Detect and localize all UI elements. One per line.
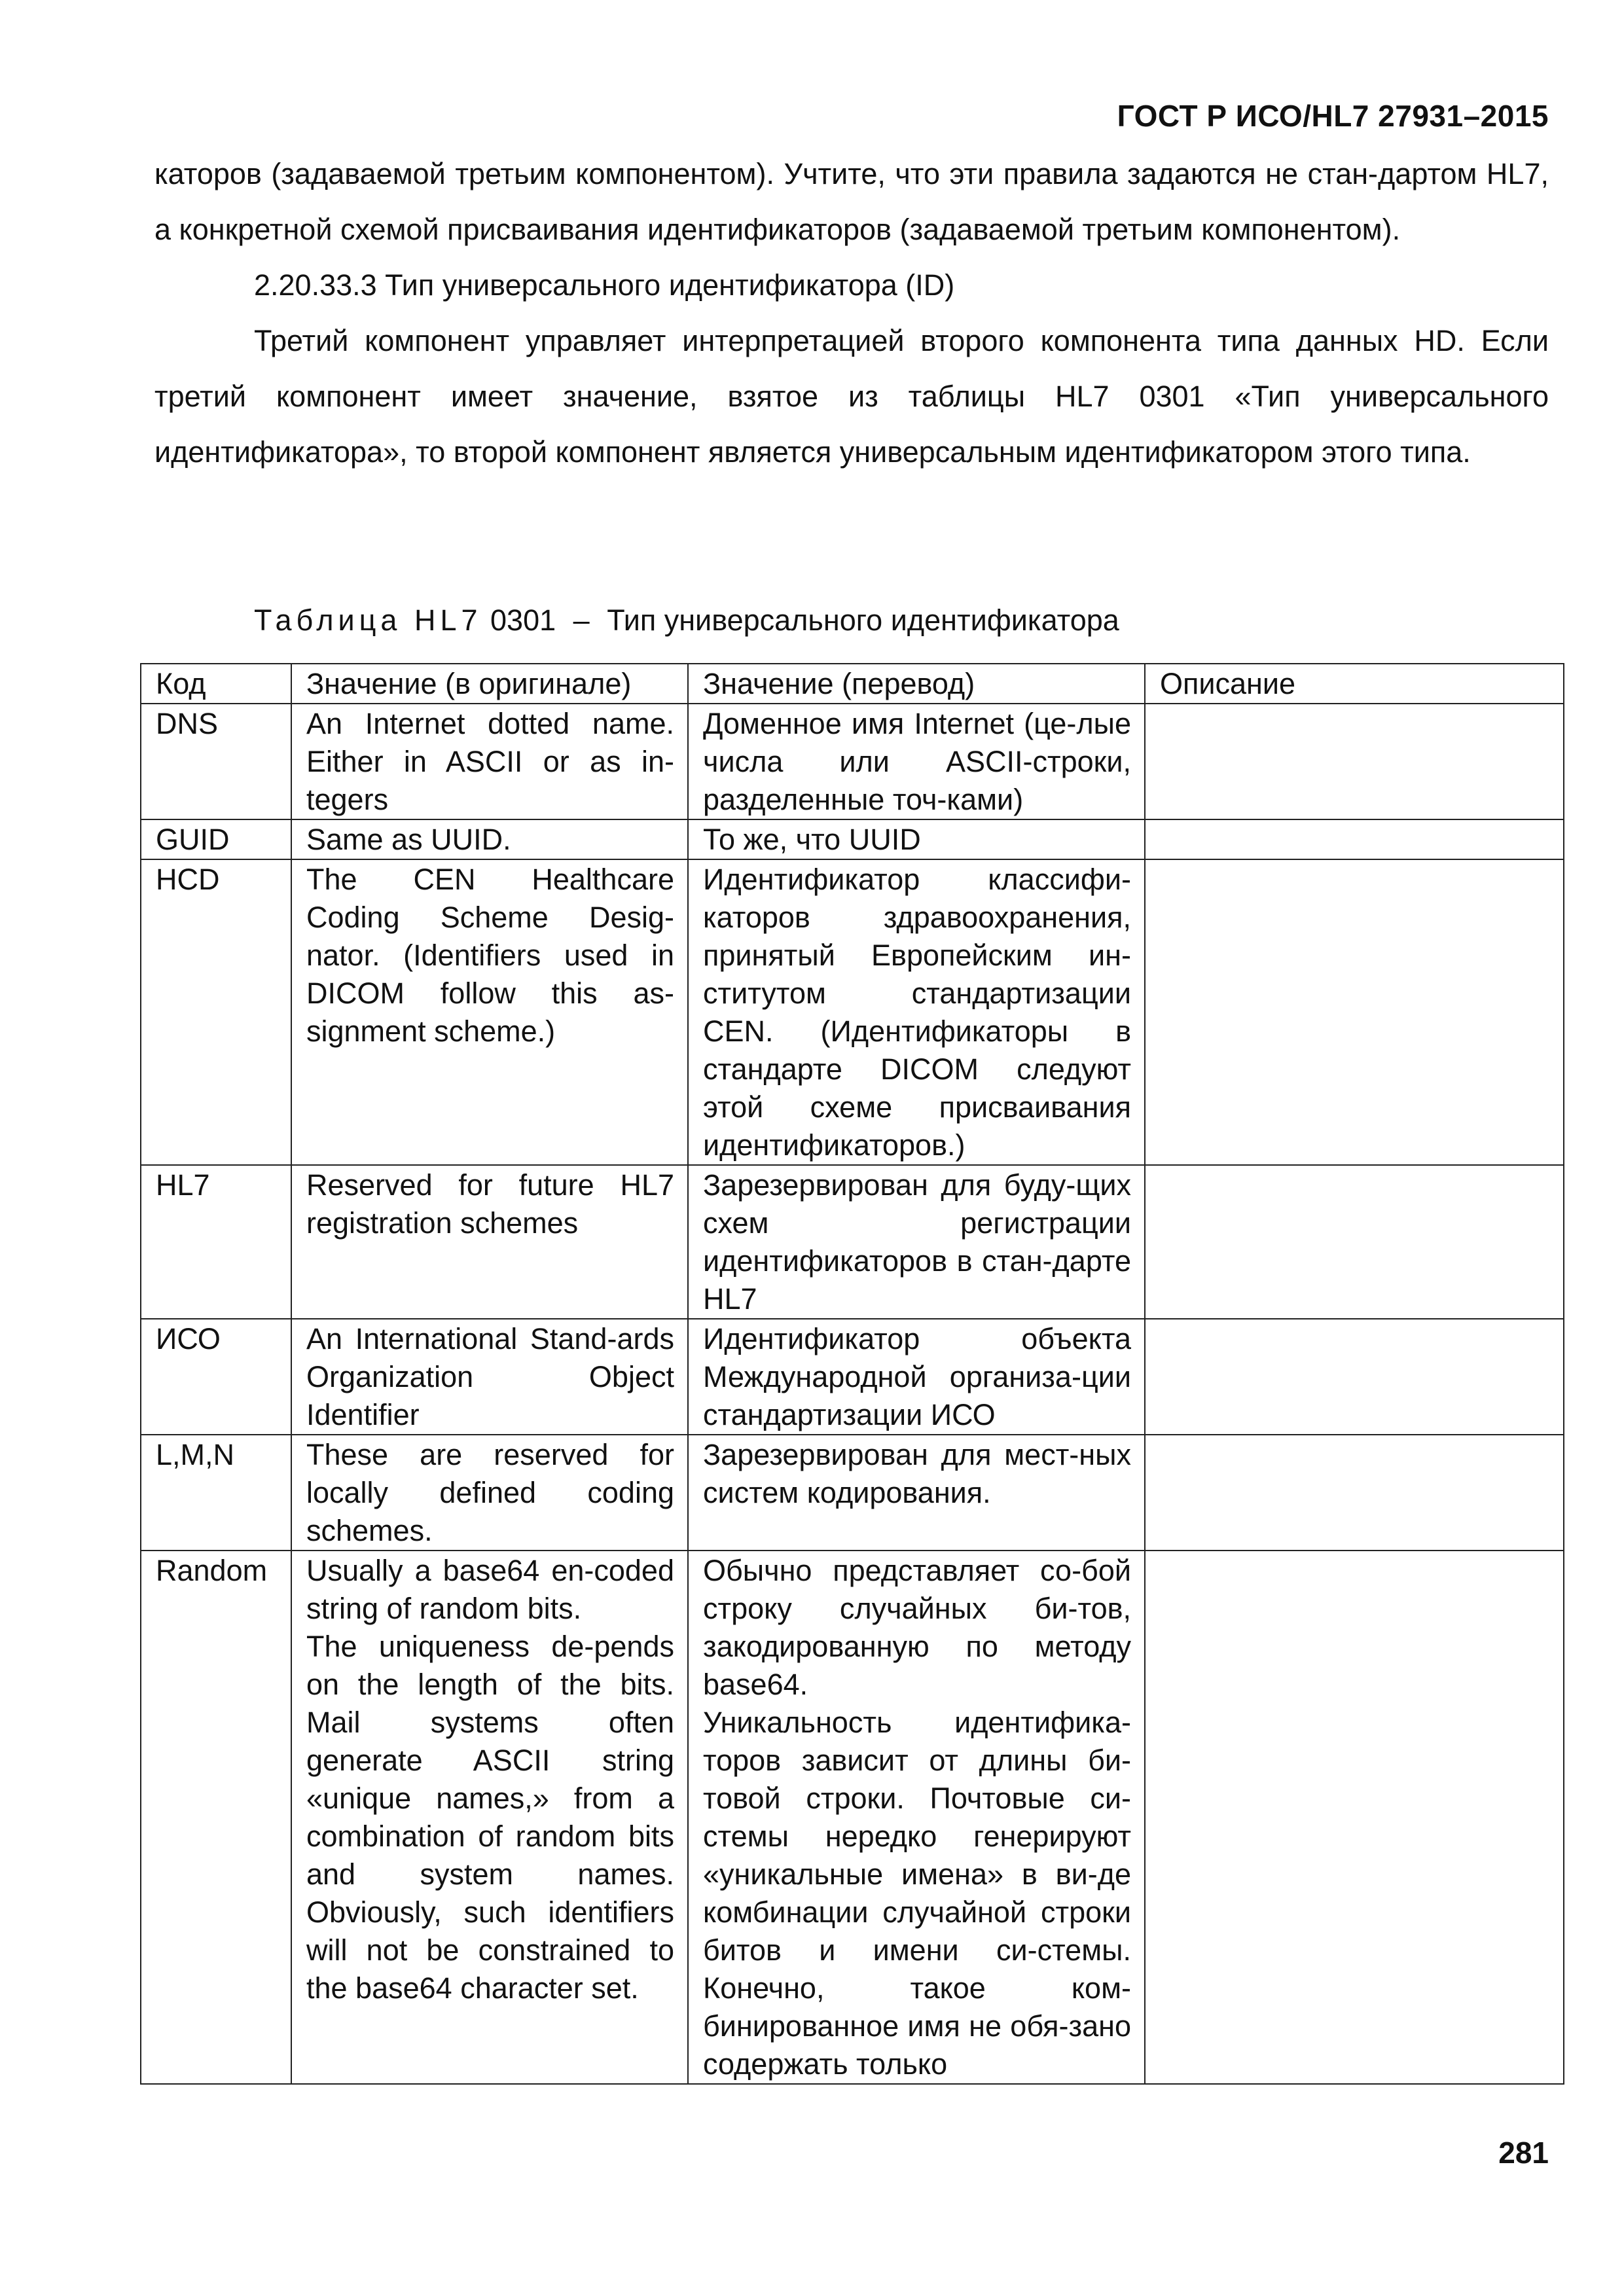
paragraph-third-component: Третий компонент управляет интерпретацией второго компонента типа данных HD. Если третий компонент имеет значение, взятое из таблицы HL7 0301 «Тип универсального идентификатора», то второй компонент является универсальным идентификатором этого типа. [154,324,1549,469]
cell-description [1145,819,1564,859]
cell-translation-part2: Уникальность идентифика-торов зависит от длины би-товой строки. Почтовые си-стемы нередко генерируют «уникальные имена» в ви-де комбинации случайной строки битов и имени си-стемы. Конечно, такое ком-бинированное имя не обя-зано содержать только [703,1706,1131,2081]
header-original-meaning: Значение (в оригинале) [291,664,688,704]
table-row [141,1551,1564,2084]
header-code: Код [141,664,291,704]
cell-description [1145,704,1564,819]
hl7-0301-table [140,663,1564,2085]
table-row [141,1165,1564,1319]
cell-original-part2: The uniqueness de-pends on the length of the bits. Mail systems often generate ASCII string «unique names,» from a combination of random bits and system names. Obviously, such identifiers will not be constrained to the base64 character set. [306,1630,674,2005]
header-description: Описание [1145,664,1564,704]
document-id-header: ГОСТ Р ИСО/HL7 27931–2015 [1117,99,1549,133]
cell-translation-part1: Обычно представляет со-бой строку случайных би-тов, закодированную по методу base64. [703,1554,1131,1701]
table-caption-dash: – [573,603,590,637]
table-row [141,819,1564,859]
page-number: 281 [1498,2136,1549,2170]
cell-original-part1: Usually a base64 en-coded string of random bits. [306,1554,674,1625]
cell-description [1145,1435,1564,1551]
cell-original: The CEN Healthcare Coding Scheme Desig-nator. (Identifiers used in DICOM follow this as-signment scheme.) [291,859,688,1165]
cell-translation: Идентификатор классифи-каторов здравоохранения, принятый Европейским ин-ститутом стандартизации CEN. (Идентификаторы в стандарте DICOM следуют этой схеме присваивания идентификаторов.) [688,859,1145,1165]
cell-description [1145,1551,1564,2084]
cell-translation: Зарезервирован для мест-ных систем кодирования. [688,1435,1145,1551]
cell-original: These are reserved for locally defined coding schemes. [291,1435,688,1551]
cell-code: HL7 [141,1165,291,1319]
cell-original: Reserved for future HL7 registration schemes [291,1165,688,1319]
cell-description [1145,1165,1564,1319]
cell-code: HCD [141,859,291,1165]
table-row [141,1319,1564,1435]
header-translated-meaning: Значение (перевод) [688,664,1145,704]
cell-original [291,1551,688,2084]
table-caption-title: Тип универсального идентификатора [607,603,1119,637]
cell-original: Same as UUID. [291,819,688,859]
table-row [141,859,1564,1165]
table-row [141,704,1564,819]
cell-code: L,M,N [141,1435,291,1551]
section-heading: 2.20.33.3 Тип универсального идентификатора (ID) [254,268,955,302]
cell-translation: Идентификатор объекта Международной организа-ции стандартизации ИСО [688,1319,1145,1435]
table-caption-label: Таблица HL7 [254,603,482,637]
cell-translation [688,1551,1145,2084]
cell-original: An International Stand-ards Organization Object Identifier [291,1319,688,1435]
cell-code: GUID [141,819,291,859]
cell-code: ИСО [141,1319,291,1435]
cell-translation: Зарезервирован для буду-щих схем регистрации идентификаторов в стан-дарте HL7 [688,1165,1145,1319]
table-row [141,1435,1564,1551]
body-text [154,146,1549,480]
paragraph-continuation: каторов (задаваемой третьим компонентом). Учтите, что эти правила задаются не стан-дартом HL7, а конкретной схемой присваивания идентификаторов (задаваемой третьим компонентом). [154,157,1549,246]
cell-code: Random [141,1551,291,2084]
cell-original: An Internet dotted name. Either in ASCII or as in-tegers [291,704,688,819]
table-header-row [141,664,1564,704]
cell-translation: Доменное имя Internet (це-лые числа или ASCII-строки, разделенные точ-ками) [688,704,1145,819]
table-caption-number: 0301 [490,603,556,637]
cell-translation: То же, что UUID [688,819,1145,859]
cell-description [1145,1319,1564,1435]
cell-code: DNS [141,704,291,819]
table-caption [254,601,1119,640]
cell-description [1145,859,1564,1165]
